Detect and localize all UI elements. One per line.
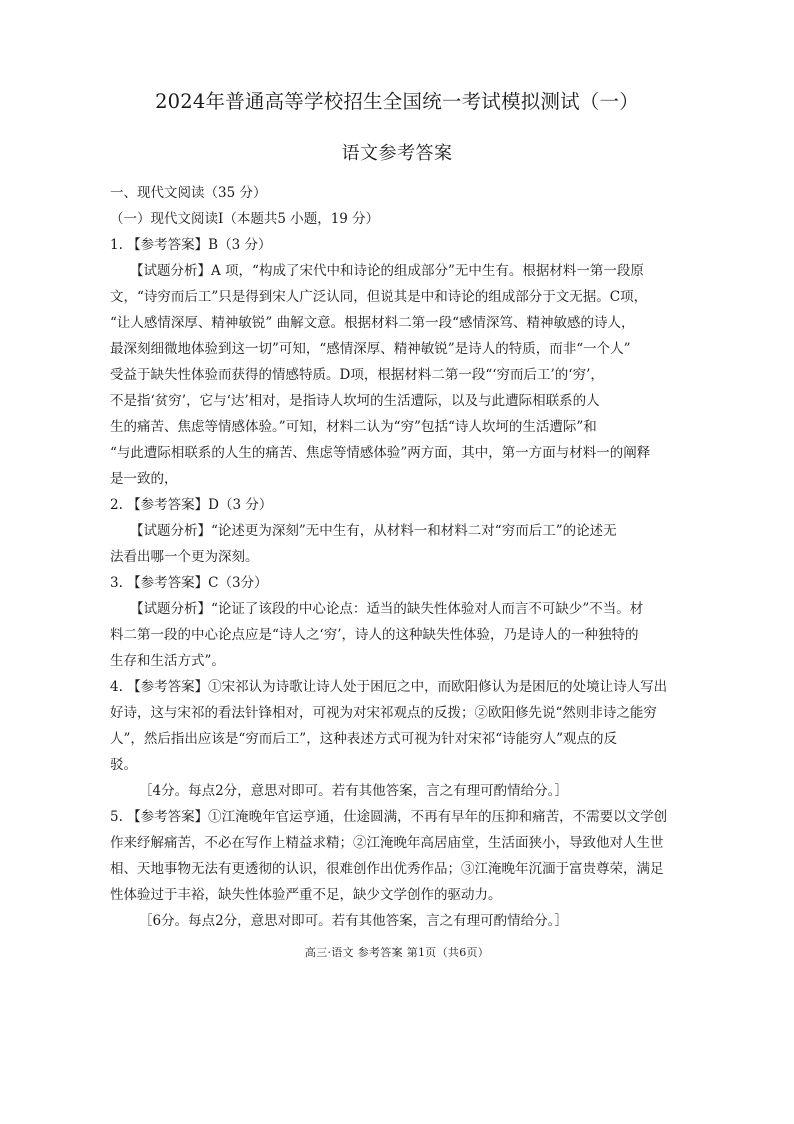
answer-line: 2. 【参考答案】D（3 分） [110, 497, 273, 513]
answer-content [110, 180, 695, 934]
analysis-line: 生的痛苦、焦虑等情感体验。”可知，材料二认为“穷”包括“诗人坎坷的生活遭际”和 [110, 419, 597, 435]
answer-line: 5. 【参考答案】①江淹晚年官运亨通，仕途圆满，不再有早年的压抑和痛苦，不需要以文学创 [110, 809, 668, 825]
answer-line: 性体验过于丰裕，缺失性体验严重不足，缺少文学创作的驱动力。 [110, 887, 502, 903]
analysis-line: 料二第一段的中心论点应是“诗人之‘穷’，诗人的这种缺失性体验，乃是诗人的一种独特的 [110, 627, 639, 643]
answer-line: 作来纾解痛苦，不必在写作上精益求精；②江淹晚年高居庙堂，生活面狭小，导致他对人生世 [110, 835, 664, 851]
subsection-heading: （一）现代文阅读Ⅰ（本题共5 小题，19 分） [110, 211, 380, 227]
answer-line: 人”，然后指出应该是“穷而后工”，这种表述方式可视为针对宋祁“诗能穷人”观点的反 [110, 731, 618, 747]
analysis-line: 最深刻细微地体验到这一切”可知，“感情深厚、精神敏锐”是诗人的特质，而非“一个人” [110, 341, 631, 357]
scoring-note: ［4分。每点2分，意思对即可。若有其他答案，言之有理可酌情给分。］ [139, 783, 568, 799]
page-title: 2024年普通高等学校招生全国统一考试模拟测试（一） [155, 90, 639, 113]
analysis-line: “与此遭际相联系的人生的痛苦、焦虑等情感体验”两方面，其中，第一方面与材料一的阐释 [110, 445, 651, 461]
analysis-line: 【试题分析】“论述更为深刻”无中生有，从材料一和材料二对“穷而后工”的论述无 [130, 523, 617, 539]
answer-line: 驳。 [110, 757, 137, 773]
answer-line: 3. 【参考答案】C（3分） [110, 575, 268, 591]
page-footer: 高三·语文 参考答案 第1页（共6页） [304, 946, 490, 959]
section-heading: 一、现代文阅读（35 分） [110, 185, 267, 201]
answer-line: 4. 【参考答案】①宋祁认为诗歌让诗人处于困厄之中，而欧阳修认为是困厄的处境让诗人写出 [110, 679, 668, 695]
analysis-line: 是一致的， [110, 471, 178, 487]
answer-line: 相、天地事物无法有更透彻的认识，很难创作出优秀作品；③江淹晚年沉湎于富贵尊荣，满足 [110, 861, 664, 877]
answer-line: 1. 【参考答案】B（3 分） [110, 237, 272, 253]
page-subtitle: 语文参考答案 [341, 143, 453, 164]
analysis-line: 受益于缺失性体验而获得的情感特质。D项，根据材料二第一段“‘穷而后工’的‘穷’， [110, 367, 604, 383]
analysis-line: 文，“诗穷而后工”只是得到宋人广泛认同，但说其是中和诗论的组成部分于文无据。C项， [110, 289, 648, 305]
analysis-line: 不是指‘贫穷’，它与‘达’相对，是指诗人坎坷的生活遭际，以及与此遭际相联系的人 [110, 393, 600, 409]
analysis-line: 【试题分析】“论证了该段的中心论点：适当的缺失性体验对人而言不可缺少”不当。材 [130, 601, 644, 617]
answer-line: 好诗，这与宋祁的看法针锋相对，可视为对宋祁观点的反拨；②欧阳修先说“然则非诗之能穷 [110, 705, 657, 721]
analysis-line: 【试题分析】A 项，“构成了宋代中和诗论的组成部分”无中生有。根据材料一第一段原 [130, 263, 644, 279]
analysis-line: “让人感情深厚、精神敏锐” 曲解文意。根据材料二第一段“感情深笃、精神敏感的诗人， [110, 315, 635, 331]
analysis-line: 法看出哪一个更为深刻。 [110, 549, 259, 565]
scoring-note: ［6分。每点2分，意思对即可。若有其他答案，言之有理可酌情给分。］ [139, 913, 568, 929]
analysis-line: 生存和生活方式”。 [110, 653, 225, 669]
